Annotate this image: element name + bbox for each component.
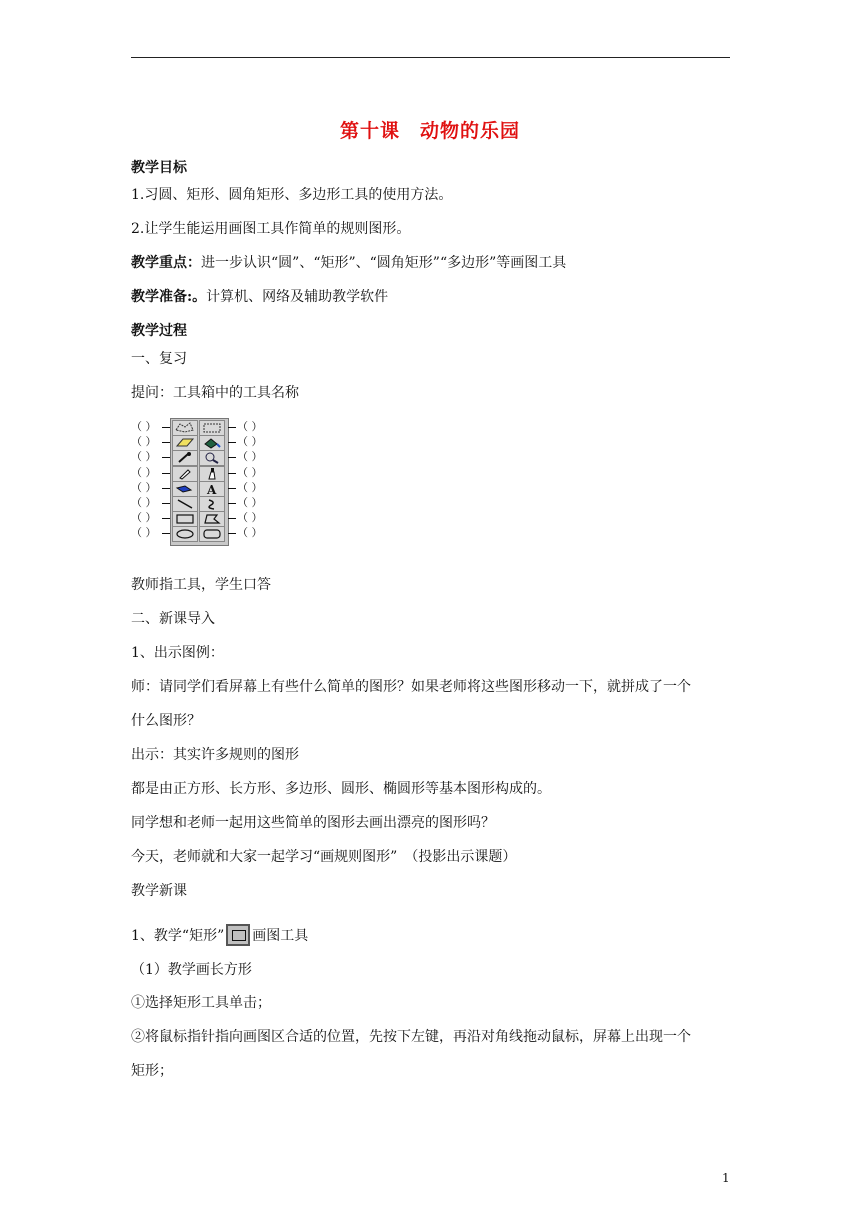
toolbox-blank-right: （ ）	[237, 450, 263, 464]
step-2-line-1: ②将鼠标指针指向画图区合适的位置，先按下左键，再沿对角线拖动鼠标，屏幕上出现一个	[131, 1029, 691, 1045]
rectangle-icon	[172, 511, 198, 527]
toolbox-connector-left	[162, 473, 170, 474]
teach-rect-before: 1、教学“矩形”	[131, 928, 225, 944]
toolbox-connector-right	[228, 427, 236, 428]
new-lesson-intro: 二、新课导入	[131, 611, 215, 627]
toolbox-figure	[131, 418, 276, 548]
toolbox-connector-right	[228, 442, 236, 443]
composed-of: 都是由正方形、长方形、多边形、圆形、椭圆形等基本图形构成的。	[131, 781, 551, 797]
toolbox-blank-right: （ ）	[237, 435, 263, 449]
ellipse-icon	[172, 526, 198, 542]
toolbox-blank-left: （ ）	[131, 435, 157, 449]
toolbox-blank-left: （ ）	[131, 420, 157, 433]
toolbox-connector-right	[228, 503, 236, 504]
toolbox-connector-left	[162, 442, 170, 443]
toolbox-blank-left: （ ）	[131, 450, 157, 464]
rect-select-icon	[199, 420, 225, 436]
toolbox-connector-left	[162, 518, 170, 519]
process-heading: 教学过程	[131, 323, 187, 339]
review-heading: 一、复习	[131, 351, 187, 367]
toolbox-blank-right: （ ）	[237, 496, 263, 509]
header-rule	[131, 57, 730, 58]
invite: 同学想和老师一起用这些简单的图形去画出漂亮的图形吗？	[131, 815, 495, 831]
show-regular: 出示：其实许多规则的图形	[131, 747, 299, 763]
teacher-points: 教师指工具，学生口答	[131, 577, 271, 593]
teacher-question-2: 什么图形？	[131, 713, 201, 729]
teach-rect-line	[131, 924, 308, 946]
rounded-rect-icon	[199, 526, 225, 542]
toolbox-connector-left	[162, 427, 170, 428]
toolbox-connector-right	[228, 457, 236, 458]
toolbox-blank-left: （ ）	[131, 496, 157, 509]
line-icon	[172, 496, 198, 512]
rectangle-tool-icon	[226, 924, 250, 946]
toolbox-connector-right	[228, 518, 236, 519]
show-example: 1、出示图例：	[131, 645, 224, 661]
toolbox-blank-right: （ ）	[237, 526, 263, 540]
toolbox-blank-right: （ ）	[237, 511, 263, 525]
focus-line	[131, 253, 566, 273]
eraser-icon	[172, 435, 198, 451]
toolbox-connector-left	[162, 457, 170, 458]
review-question: 提问：工具箱中的工具名称	[131, 385, 299, 401]
text-icon	[199, 481, 225, 497]
prep-text: 计算机、网络及辅助教学软件	[206, 289, 389, 305]
brush-icon	[199, 466, 225, 482]
page-number: 1	[722, 1171, 730, 1185]
pencil-icon	[172, 466, 198, 482]
toolbox-blank-right: （ ）	[237, 420, 263, 433]
magnifier-icon	[199, 450, 225, 466]
toolbox-connector-right	[228, 533, 236, 534]
teach-rect-after: 画图工具	[252, 928, 309, 944]
teacher-question-1: 师：请同学们看屏幕上有些什么简单的图形？如果老师将这些图形移动一下，就拼成了一个	[131, 679, 691, 695]
free-select-icon	[172, 420, 198, 436]
toolbox-connector-right	[228, 473, 236, 474]
toolbox-connector-left	[162, 533, 170, 534]
svg-text:A: A	[207, 482, 217, 496]
new-lesson: 教学新课	[131, 883, 187, 899]
today: 今天，老师就和大家一起学习“画规则图形” （投影出示课题）	[131, 849, 517, 865]
page-title: 第十课 动物的乐园	[339, 120, 520, 142]
goals-heading: 教学目标	[131, 160, 187, 176]
curve-icon	[199, 496, 225, 512]
toolbox-blank-right: （ ）	[237, 480, 263, 494]
goal-1: 1.习圆、矩形、圆角矩形、多边形工具的使用方法。	[131, 187, 453, 203]
focus-label: 教学重点：	[131, 255, 201, 271]
goal-2: 2.让学生能运用画图工具作简单的规则图形。	[131, 221, 411, 237]
polygon-icon	[199, 511, 225, 527]
toolbox-blank-left: （ ）	[131, 526, 157, 540]
focus-text: 进一步认识“圆”、“矩形”、“圆角矩形”“多边形”等画图工具	[201, 255, 567, 271]
step-2-line-2: 矩形；	[131, 1063, 173, 1079]
toolbox-connector-right	[228, 488, 236, 489]
prep-line	[131, 287, 388, 307]
step-1: ①选择矩形工具单击；	[131, 995, 271, 1011]
toolbox-blank-left: （ ）	[131, 511, 157, 525]
fill-bucket-icon	[199, 435, 225, 451]
color-picker-icon	[172, 450, 198, 466]
toolbox-blank-left: （ ）	[131, 480, 157, 494]
prep-label: 教学准备:。	[131, 289, 207, 305]
airbrush-icon	[172, 481, 198, 497]
toolbox-connector-left	[162, 503, 170, 504]
toolbox-blank-right: （ ）	[237, 465, 263, 479]
toolbox-blank-left: （ ）	[131, 465, 157, 479]
toolbox-connector-left	[162, 488, 170, 489]
teach-long-rect: （1）教学画长方形	[131, 962, 252, 978]
